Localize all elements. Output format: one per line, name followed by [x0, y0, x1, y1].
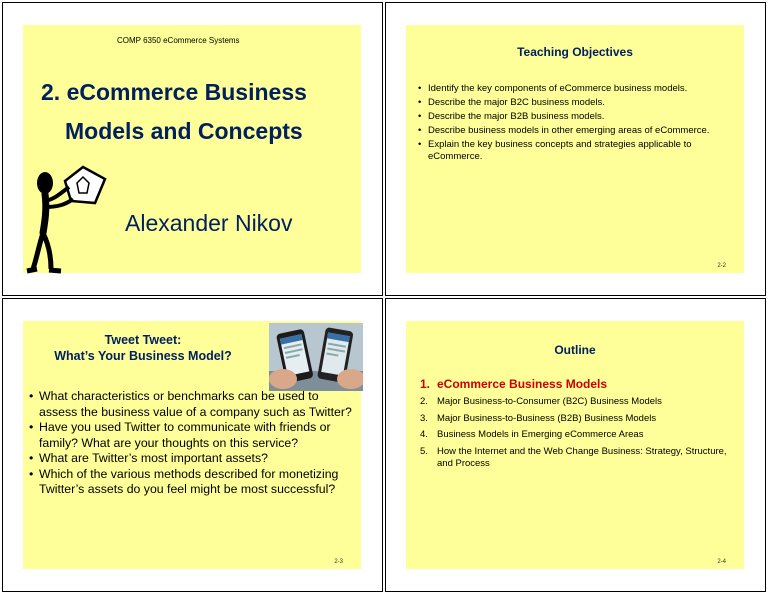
outline-list: [420, 377, 738, 471]
list-item: • Explain the key business concepts and strategies applicable to eCommerce.: [416, 139, 740, 163]
slide-frame-4: [385, 298, 766, 592]
smartphones-twitter-photo: [269, 323, 363, 391]
slide-title-line-2: Models and Concepts: [65, 118, 303, 144]
slide-frame-2: [385, 2, 766, 296]
slide-title: Outline: [554, 343, 596, 357]
outline-item-current: 1. eCommerce Business Models: [420, 377, 608, 391]
slide-frame-1: [2, 2, 383, 296]
slide-title-line-1: 2. eCommerce Business: [41, 79, 307, 105]
list-item: • What characteristics or benchmarks can be used to assess the business value of a company such as Twitter?: [27, 389, 355, 420]
list-item: • Which of the various methods described for monetizing Twitter’s assets do you feel might be most successful?: [27, 467, 355, 498]
slide-4: [406, 321, 744, 569]
outline-item: 3. Major Business-to-Business (B2B) Business Models: [420, 412, 657, 424]
list-item: • Describe the major B2C business models.: [416, 97, 740, 109]
author-name: Alexander Nikov: [125, 210, 293, 236]
slide-title-line-1: Tweet Tweet:: [104, 333, 182, 347]
slide-number: 2-2: [717, 263, 726, 269]
slide-2: [406, 25, 744, 273]
list-item: • Describe business models in other emerging areas of eCommerce.: [416, 125, 740, 137]
list-item: • Have you used Twitter to communicate with friends or family? What are your thoughts on this service?: [27, 420, 355, 451]
slide-frame-3: [2, 298, 383, 592]
outline-item: 4. Business Models in Emerging eCommerce Areas: [420, 429, 644, 440]
objectives-list: [416, 83, 740, 163]
slide-number: 2-3: [334, 559, 343, 565]
course-header: COMP 6350 eCommerce Systems: [117, 36, 240, 45]
questions-list: [27, 389, 355, 498]
slide-title-line-2: What’s Your Business Model?: [54, 349, 232, 363]
outline-item: 5. How the Internet and the Web Change Business: Strategy, Structure, and Process: [420, 445, 727, 469]
slide-title: Teaching Objectives: [517, 45, 633, 59]
list-item: • Describe the major B2B business models.: [416, 111, 740, 123]
outline-item: 2. Major Business-to-Consumer (B2C) Business Models: [420, 396, 662, 407]
slide-number: 2-4: [717, 559, 726, 565]
list-item: • Identify the key components of eCommerce business models.: [416, 83, 740, 95]
slide-3: [23, 321, 361, 569]
stick-figure-holding-sign-icon: [25, 161, 120, 276]
list-item: • What are Twitter’s most important assets?: [27, 451, 355, 467]
